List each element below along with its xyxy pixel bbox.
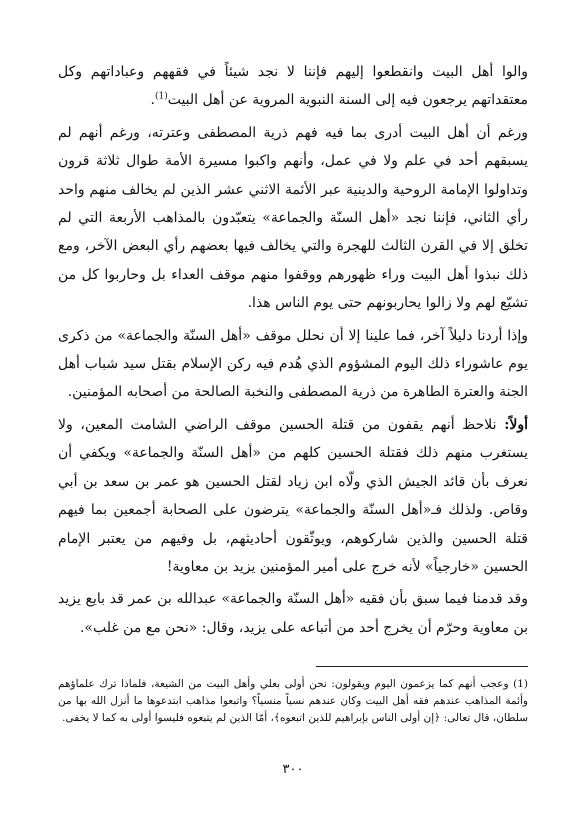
paragraph-1 <box>58 58 528 115</box>
paragraph-5: وقد قدمنا فيما سبق بأن فقيه «أهل السنّة والجماعة» عبدالله بن عمر قد بايع يزيد بن معاوية وحرّم أن يخرج أحد من أتباعه على يزيد، وقال: «نحن مع من غلب». <box>58 591 528 636</box>
paragraph-4-lead: أولاً: <box>504 416 528 433</box>
footnote-reference: (1) <box>154 91 168 102</box>
paragraph-4-text: نلاحظ أنهم يقفون من قتلة الحسين موقف الراضي الشامت المعين، ولا يستغرب منهم ذلك فقتلة الحسين كلهم من «أهل السنّة والجماعة» ويكفي أن نعرف بأن قائد الجيش الذي ولّاه ابن زياد لقتل الحسين هو عمر بن سعد بن أبي وقاص. ولذلك فـ«أهل السنّة والجماعة» يترضون على الصحابة أجمعين بما فيهم قتلة الحسين والذين شاركوهم، ويوثّقون أحاديثهم، بل وفيهم من يعتبر الإمام الحسين «خارجياً» لأنه خرج على أمير المؤمنين يزيد بن معاوية! <box>58 416 528 575</box>
paragraph-1-text: والوا أهل البيت وانقطعوا إليهم فإننا لا نجد شيئاً في فقههم وعباداتهم وكل معتقداتهم يرجعون فيه إلى السنة النبوية المروية عن أهل البيت <box>58 64 528 109</box>
footnote-text: وعجب أنهم كما يزعمون اليوم ويقولون: نحن أولى بعلي وأهل البيت من الشيعة، فلماذا ترك علماؤهم وأئمة المذاهب عندهم فقه أهل البيت وكان عندهم نسياً منسياً؟ واتبعوا مذاهب ابتدعوها ما أنزل الله بها من سلطان، قال تعالى: ﴿إن أولى الناس بإبراهيم للذين اتبعوه﴾، أمّا الذين لم يتبعوه فليسوا أولى به كما لا يخفى. <box>58 678 528 724</box>
paragraph-1-tail: . <box>150 92 155 109</box>
footnote <box>58 676 528 727</box>
paragraph-2: ورغم أن أهل البيت أدرى بما فيه فهم ذرية المصطفى وعترته، ورغم أنهم لم يسبقهم أحد في علم ولا في عمل، وأنهم واكبوا مسيرة الأمة طوال ثلاثة قرون وتداولوا الإمامة الروحية والدينية عبر الأئمة الاثني عشر الذين لم يخالف منهم واحد رأي الثاني، فإننا نجد «أهل السنّة والجماعة» يتعبّدون بالمذاهب الأربعة التي لم تخلق إلا في القرن الثالث للهجرة والتي يخالف فيها بعضهم رأي البعض الآخر، ومع ذلك نبذوا أهل البيت وراء ظهورهم ووقفوا منهم موقف العداء بل وحاربوا كل من تشيّع لهم ولا زالوا يحاربونهم حتى يوم الناس هذا. <box>58 124 528 312</box>
footnote-divider <box>316 666 528 667</box>
footnote-number: (1) <box>513 678 528 690</box>
main-text <box>58 58 528 642</box>
paragraph-4 <box>58 411 528 581</box>
paragraph-3: وإذا أردنا دليلاً آخر، فما علينا إلا أن نحلل موقف «أهل السنّة والجماعة» من ذكرى يوم عاشوراء ذلك اليوم المشؤوم الذي هُدم فيه ركن الإسلام بقتل سيد شباب أهل الجنة والعترة الطاهرة من ذرية المصطفى والنخبة الصالحة من أصحابه المؤمنين. <box>58 327 528 401</box>
page-number: ٣٠٠ <box>282 762 304 777</box>
